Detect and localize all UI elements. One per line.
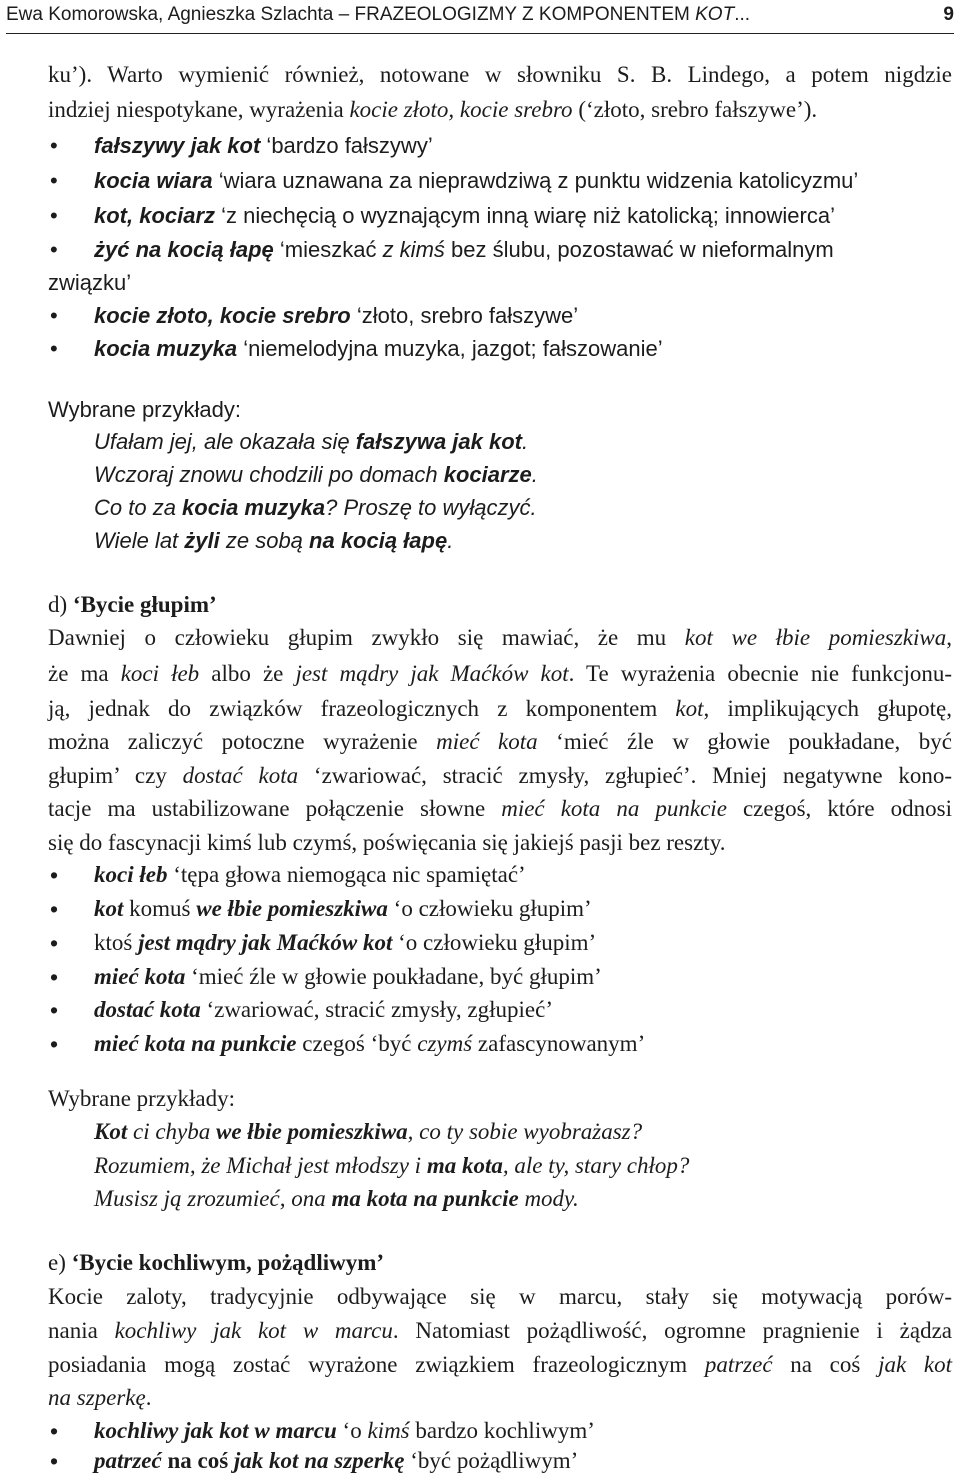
list-item (50, 131, 433, 161)
section-letter: e) (48, 1250, 72, 1275)
list-item (50, 334, 663, 364)
idiom: mieć kota (94, 964, 186, 989)
idiom: żyli (184, 528, 220, 553)
idiom: fałszywy jak kot (94, 133, 261, 158)
paragraph-line (48, 794, 952, 824)
bullet-icon: • (50, 133, 58, 158)
phrase: jak kot (878, 1352, 952, 1377)
idiom: kot, kociarz (94, 203, 216, 228)
text: (‘złoto, srebro fałszywe’). (572, 97, 818, 122)
running-header (6, 4, 954, 30)
idiom: koci łeb (94, 862, 168, 887)
text: . (447, 528, 454, 553)
idiom: mieć kota na punkcie (94, 1031, 297, 1056)
paragraph-line (48, 761, 952, 791)
bullet-icon: • (50, 303, 58, 328)
running-head (6, 4, 750, 26)
intro-line-2 (48, 95, 817, 125)
section-title: ‘Bycie głupim’ (72, 592, 217, 617)
text: Co to za (94, 495, 183, 520)
idiom: Kot (94, 1119, 128, 1144)
idiom: kot (94, 896, 124, 921)
definition-italic: czymś (417, 1031, 473, 1056)
idiom: dostać kota (94, 997, 201, 1022)
bullet-icon: • (50, 237, 58, 262)
definition: bez ślubu, pozostawać w nieformalnym (444, 237, 834, 262)
text: że ma (48, 661, 121, 686)
list-item (50, 962, 602, 992)
list-item (50, 995, 553, 1025)
phrase: na szperkę (48, 1385, 146, 1410)
phrase: kocie złoto, kocie srebro (349, 97, 573, 122)
definition: ‘wiara uznawana za nieprawdziwą z punktu widzenia katolicyzmu’ (212, 168, 859, 193)
definition: ‘mieć źle w głowie poukładane, być głupim’ (185, 964, 602, 989)
page-number: 9 (943, 4, 954, 25)
text: Rozumiem, że Michał jest młodszy i (94, 1153, 427, 1178)
example-sentence (94, 460, 538, 490)
text: ktoś (94, 930, 139, 955)
bullet-icon: • (50, 1448, 59, 1474)
idiom: jak kot na szperkę (233, 1448, 405, 1473)
list-item (50, 1446, 579, 1476)
idiom: żyć na kocią łapę (94, 237, 274, 262)
definition: zafascynowanym’ (472, 1031, 646, 1056)
section-title: ‘Bycie kochliwym, pożądliwym’ (71, 1250, 385, 1275)
example-sentence (94, 493, 537, 523)
phrase: dostać kota (182, 763, 299, 788)
text: mody. (518, 1186, 579, 1211)
definition: ‘niemelodyjna muzyka, jazgot; fałszowanie’ (237, 336, 663, 361)
list-item (50, 201, 835, 231)
text: posiadania mogą zostać wyrażone związkiem frazeologicznym (48, 1352, 705, 1377)
definition-italic: kimś (367, 1418, 410, 1443)
list-item-continuation: związku’ (48, 270, 132, 295)
idiom: kocia muzyka (182, 495, 326, 520)
idiom: kochliwy jak kot w marcu (94, 1418, 337, 1443)
bullet-icon: • (50, 1031, 59, 1057)
paragraph-line: się do fascynacji kimś lub czymś, poświęcania się jakiejś pasji bez reszty. (48, 830, 726, 855)
bullet-icon: • (50, 203, 58, 228)
list-item (50, 1416, 595, 1446)
paragraph-line (48, 727, 952, 757)
idiom: jest mądry jak Maćków kot (138, 930, 393, 955)
definition: ‘zwariować, stracić zmysły, zgłupieć’ (200, 997, 553, 1022)
phrase: patrzeć (704, 1352, 773, 1377)
paragraph-line (48, 1350, 952, 1380)
definition: ‘o człowieku głupim’ (387, 896, 592, 921)
text: , ale ty, stary chłop? (502, 1153, 690, 1178)
text: . Te wyrażenia obecnie nie funkcjonu- (568, 661, 953, 686)
idiom: na kocią łapę (309, 528, 448, 553)
running-head-kot: KOT (695, 4, 735, 25)
text: Ufałam jej, ale okazała się (94, 429, 356, 454)
text: głupim’ czy (48, 763, 183, 788)
bullet-icon: • (50, 997, 59, 1023)
bullet-icon: • (50, 964, 59, 990)
idiom: ma kota (426, 1153, 503, 1178)
text: , co ty sobie wyobrażasz? (407, 1119, 643, 1144)
paragraph-line (48, 1316, 952, 1346)
text: na coś (772, 1352, 879, 1377)
definition: ‘złoto, srebro fałszywe’ (350, 303, 579, 328)
text: Dawniej o człowieku głupim zwykło się mawiać, że mu (48, 625, 685, 650)
example-sentence (94, 427, 528, 457)
text: ‘zwariować, stracić zmysły, zgłupieć’. Mniej negatywne kono- (298, 763, 952, 788)
text: ze sobą (219, 528, 310, 553)
idiom: fałszywa jak kot (355, 429, 522, 454)
bullet-icon: • (50, 168, 58, 193)
bullet-icon: • (50, 1418, 59, 1444)
list-item (50, 860, 526, 890)
text: można zaliczyć potoczne wyrażenie (48, 729, 437, 754)
paragraph-line: Kocie zaloty, tradycyjnie odbywające się w marcu, stały się motywacją porów- (48, 1284, 952, 1309)
text: nania (48, 1318, 115, 1343)
phrase: kot we łbie pomieszkiwa (684, 625, 947, 650)
list-item (50, 235, 834, 265)
running-head-text: Ewa Komorowska, Agnieszka Szlachta – FRAZEOLOGIZMY Z KOMPONENTEM (6, 4, 696, 25)
example-sentence (94, 1151, 689, 1181)
definition: ‘o człowieku głupim’ (392, 930, 597, 955)
example-sentence (94, 1184, 579, 1214)
phrase: mieć kota (436, 729, 538, 754)
definition: bardzo kochliwym’ (409, 1418, 595, 1443)
examples-label: Wybrane przykłady: (48, 1086, 236, 1111)
text: indziej niespotykane, wyrażenia (48, 97, 350, 122)
list-item (50, 166, 859, 196)
paragraph-line (48, 623, 952, 653)
definition: ‘tępa głowa niemogąca nic spamiętać’ (167, 862, 526, 887)
examples-label: Wybrane przykłady: (48, 397, 241, 422)
text: ‘mieć źle w głowie poukładane, być (537, 729, 952, 754)
definition: ‘być pożądliwym’ (404, 1448, 579, 1473)
text: komuś (123, 896, 197, 921)
list-item (50, 928, 597, 958)
bullet-icon: • (50, 862, 59, 888)
idiom: we łbie pomieszkiwa (216, 1119, 408, 1144)
definition: ‘bardzo fałszywy’ (260, 133, 433, 158)
paragraph-line (48, 1383, 151, 1413)
text: ją, jednak do związków frazeologicznych z komponentem (48, 696, 676, 721)
text: . (522, 429, 529, 454)
section-heading-d (48, 590, 217, 620)
idiom: kocia wiara (94, 168, 213, 193)
text: . (531, 462, 538, 487)
text: tacje ma ustabilizowane połączenie słowne (48, 796, 502, 821)
text: czegoś, które odnosi (726, 796, 953, 821)
section-heading-e (48, 1248, 384, 1278)
idiom: kocie złoto, kocie srebro (94, 303, 351, 328)
header-rule (6, 33, 954, 34)
text: albo że (199, 661, 296, 686)
intro-line-1: ku’). Warto wymienić również, notowane w słowniku S. B. Lindego, a potem nigdzie (48, 62, 952, 87)
bullet-icon: • (50, 896, 59, 922)
text: ci chyba (127, 1119, 216, 1144)
phrase: kot (675, 696, 704, 721)
example-sentence (94, 1117, 642, 1147)
definition: ‘z niechęcią o wyznającym inną wiarę niż katolicką; innowierca’ (215, 203, 835, 228)
idiom: ma kota na punkcie (331, 1186, 519, 1211)
text: na coś (161, 1448, 234, 1473)
text: . Natomiast pożądliwość, ogromne pragnienie i żądza (392, 1318, 952, 1343)
section-letter: d) (48, 592, 73, 617)
text: , (946, 625, 952, 650)
idiom: we łbie pomieszkiwa (196, 896, 388, 921)
paragraph-line (48, 659, 952, 689)
phrase: mieć kota na punkcie (501, 796, 727, 821)
phrase: jest mądry jak Maćków kot (295, 661, 569, 686)
text: . (145, 1385, 152, 1410)
definition: ‘mieszkać (273, 237, 383, 262)
list-item (50, 1029, 646, 1059)
idiom: kociarze (443, 462, 532, 487)
text: ? Proszę to wyłączyć. (325, 495, 537, 520)
definition: ‘o (336, 1418, 368, 1443)
text: Wczoraj znowu chodzili po domach (94, 462, 444, 487)
phrase: koci łeb (120, 661, 200, 686)
text: , implikujących głupotę, (703, 696, 952, 721)
idiom: kocia muzyka (94, 336, 238, 361)
text: Wiele lat (94, 528, 185, 553)
example-sentence (94, 526, 453, 556)
list-item (50, 894, 592, 924)
list-item (50, 301, 579, 331)
text: Musisz ją zrozumieć, ona (94, 1186, 332, 1211)
bullet-icon: • (50, 930, 59, 956)
phrase: kochliwy jak kot w marcu (114, 1318, 393, 1343)
bullet-icon: • (50, 336, 58, 361)
paragraph-line (48, 694, 952, 724)
idiom: patrzeć (94, 1448, 162, 1473)
definition: czegoś ‘być (296, 1031, 418, 1056)
definition-italic: z kimś (382, 237, 445, 262)
running-head-ellipsis: ... (734, 4, 751, 25)
